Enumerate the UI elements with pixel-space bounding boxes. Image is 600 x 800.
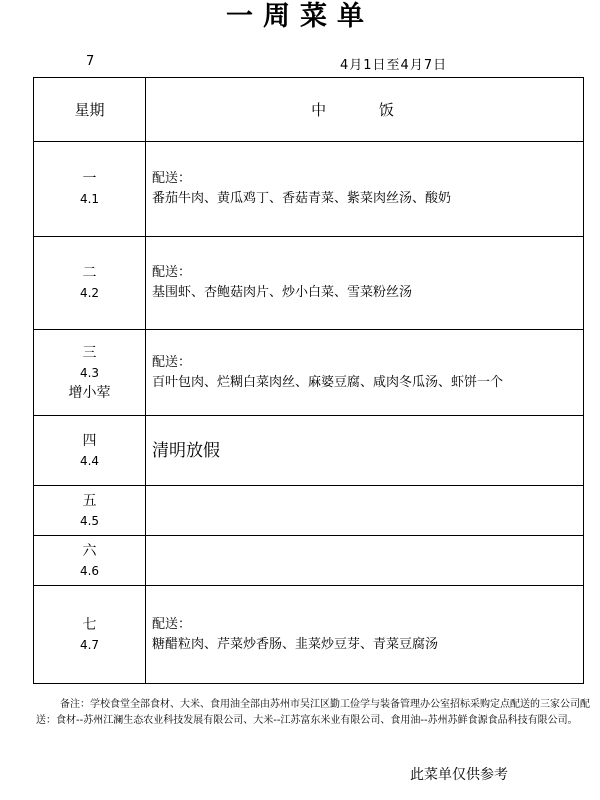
day-date: 4.4 (79, 453, 100, 468)
day-date: 4.2 (79, 286, 100, 300)
delivery-label: 配送： (152, 171, 192, 186)
day-cell (34, 237, 146, 330)
meal-cell: 清明放假 (146, 416, 584, 486)
day-cell (34, 586, 146, 684)
meal-text: 糖醋粒肉、芹菜炒香肠、韭菜炒豆芽、青菜豆腐汤 (152, 636, 439, 652)
delivery-label: 配送： (152, 265, 192, 280)
day-date: 4.1 (79, 192, 100, 206)
week-number: 7 (86, 54, 95, 69)
table-row (34, 536, 584, 586)
day-date: 4.6 (79, 563, 100, 578)
header-row (34, 78, 584, 142)
meal-cell (146, 486, 584, 536)
table-row (34, 237, 584, 330)
meal-cell (146, 330, 584, 416)
footer-disclaimer: 此菜单仅供参考 (410, 767, 508, 783)
day-name: 五 (82, 492, 97, 509)
meal-text: 百叶包肉、烂糊白菜肉丝、麻婆豆腐、咸肉冬瓜汤、虾饼一个 (152, 374, 504, 390)
table-row (34, 586, 584, 684)
date-range: 4月1日至4月7日 (340, 58, 448, 73)
table-row (34, 416, 584, 486)
day-cell (34, 330, 146, 416)
delivery-label: 配送： (152, 354, 192, 370)
meal-cell (146, 142, 584, 237)
day-header: 星期 (34, 78, 146, 142)
table-row (34, 330, 584, 416)
remarks-note: 备注：学校食堂全部食材、大米、食用油全部由苏州市吴江区勤工俭学与装备管理办公室招标采购定点配送的三家公司配送：食材--苏州江澜生态农业科技发展有限公司、大米--江苏富东米业有限公司、食用油--苏州苏鲜食源食品科技有限公司。 (36, 699, 590, 726)
day-date: 4.7 (79, 637, 100, 652)
meal-cell (146, 586, 584, 684)
lunch-header: 中 饭 (146, 78, 584, 142)
menu-table (33, 77, 584, 684)
day-name: 三 (82, 344, 97, 361)
delivery-label: 配送： (152, 616, 192, 632)
meal-cell (146, 536, 584, 586)
day-cell (34, 416, 146, 486)
table-row (34, 486, 584, 536)
day-date: 4.5 (79, 513, 100, 528)
day-name: 四 (82, 432, 97, 449)
day-cell (34, 142, 146, 237)
meal-text: 基围虾、杏鲍菇肉片、炒小白菜、雪菜粉丝汤 (152, 285, 413, 300)
meal-text: 番茄牛肉、黄瓜鸡丁、香菇青菜、紫菜肉丝汤、酸奶 (152, 191, 452, 206)
day-cell (34, 536, 146, 586)
day-name: 七 (82, 616, 97, 633)
day-cell (34, 486, 146, 536)
day-extra: 增小荤 (68, 384, 111, 401)
day-date: 4.3 (79, 365, 100, 380)
table-row (34, 142, 584, 237)
page-title: 一周菜单 (226, 1, 374, 32)
day-name: 一 (82, 171, 97, 187)
day-name: 六 (82, 542, 97, 559)
meal-cell (146, 237, 584, 330)
day-name: 二 (82, 265, 97, 281)
